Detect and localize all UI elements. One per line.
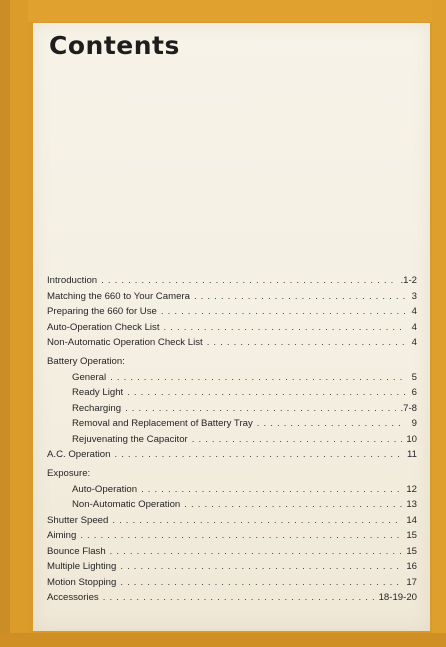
toc-entry-battery-tray[interactable]: [47, 418, 417, 434]
toc-entry-nonauto-check-list[interactable]: [47, 337, 417, 353]
toc-entry-introduction[interactable]: [47, 275, 417, 291]
dot-leader: [257, 418, 405, 429]
toc-heading-exposure: Exposure:: [47, 467, 91, 479]
toc-entry-label: Matching the 660 to Your Camera: [47, 290, 190, 302]
toc-entry-page: 18-19-20: [378, 592, 417, 603]
toc-entry-page: 4: [411, 321, 417, 333]
toc-entry-label: Rejuvenating the Capacitor: [72, 433, 188, 445]
cover-border-bottom: [0, 633, 446, 647]
toc-entry-preparing[interactable]: [47, 306, 417, 322]
dot-leader: [110, 546, 403, 557]
toc-entry-label: Shutter Speed: [47, 514, 109, 526]
toc-entry-matching[interactable]: [47, 291, 417, 307]
toc-entry-page: 16: [406, 561, 417, 572]
toc-entry-general[interactable]: [47, 372, 417, 388]
toc-entry-page: 17: [406, 576, 417, 588]
toc-entry-page: .1-2: [400, 275, 417, 286]
toc-entry-label: Non-Automatic Operation: [72, 499, 181, 510]
toc-entry-page: 14: [406, 514, 417, 526]
dot-leader: [112, 515, 402, 526]
toc-entry-label: Auto-Operation: [72, 483, 138, 495]
toc-entry-ready-light[interactable]: [47, 387, 417, 403]
toc-entry-label: Recharging: [72, 402, 122, 414]
dot-leader: [114, 449, 403, 460]
cover-border-right: [432, 0, 446, 647]
toc-entry-motion-stopping[interactable]: [47, 577, 417, 593]
toc-entry-multiple-lighting[interactable]: [47, 561, 417, 577]
toc-entry-label: Non-Automatic Operation Check List: [47, 337, 203, 348]
dot-leader: [103, 592, 375, 603]
toc-entry-aiming[interactable]: [47, 530, 417, 546]
toc-entry-page: 12: [406, 483, 417, 495]
dot-leader: [161, 306, 405, 317]
dot-leader: [110, 372, 405, 383]
toc-entry-page: 5: [411, 371, 417, 383]
toc-entry-page: 11: [407, 449, 417, 460]
contents-page: [33, 23, 430, 631]
dot-leader: [207, 337, 405, 348]
dot-leader: [127, 387, 405, 398]
dot-leader: [120, 577, 402, 588]
toc-entry-label: Ready Light: [72, 387, 124, 398]
dot-leader: [125, 403, 396, 414]
toc-entry-label: Multiple Lighting: [47, 561, 117, 572]
toc-entry-label: Auto-Operation Check List: [47, 321, 160, 333]
dot-leader: [192, 434, 403, 445]
toc-entry-accessories[interactable]: [47, 592, 417, 608]
cover-border-top: [0, 0, 446, 22]
dot-leader: [120, 561, 402, 572]
toc-entry-label: Bounce Flash: [47, 545, 106, 557]
toc-entry-page: 15: [406, 545, 417, 557]
toc-entry-rejuvenating[interactable]: [47, 434, 417, 450]
toc-entry-recharging[interactable]: [47, 403, 417, 419]
toc-entry-label: Aiming: [47, 530, 77, 541]
dot-leader: [80, 530, 402, 541]
toc-entry-page: 3: [411, 290, 417, 302]
dot-leader: [194, 291, 405, 302]
toc-entry-page: 15: [406, 530, 417, 541]
toc-entry-auto-check-list[interactable]: [47, 322, 417, 338]
dot-leader: [164, 322, 405, 333]
toc-entry-label: Introduction: [47, 275, 98, 286]
toc-entry-page: 13: [406, 499, 417, 510]
toc-entry-label: Preparing the 660 for Use: [47, 306, 157, 317]
toc-entry-page: .7-8: [400, 402, 417, 414]
cover-border-left-shade: [0, 0, 10, 647]
toc-entry-exposure-nonauto[interactable]: [47, 499, 417, 515]
dot-leader: [141, 484, 402, 495]
toc-heading-battery: Battery Operation:: [47, 355, 125, 367]
toc-entry-page: 6: [411, 387, 417, 398]
toc-entry-page: 4: [411, 337, 417, 348]
toc-entry-label: Removal and Replacement of Battery Tray: [72, 418, 253, 429]
toc-entry-page: 4: [411, 306, 417, 317]
toc-entry-exposure-auto[interactable]: [47, 484, 417, 500]
dot-leader: [101, 275, 396, 286]
table-of-contents: [47, 275, 417, 608]
toc-entry-page: 9: [411, 418, 417, 429]
dot-leader: [184, 499, 402, 510]
toc-entry-label: General: [72, 371, 107, 383]
toc-entry-page: 10: [406, 433, 417, 445]
page-title: Contents: [49, 31, 180, 60]
toc-entry-shutter-speed[interactable]: [47, 515, 417, 531]
toc-entry-bounce-flash[interactable]: [47, 546, 417, 562]
toc-entry-label: Motion Stopping: [47, 576, 117, 588]
toc-entry-label: Accessories: [47, 592, 99, 603]
toc-entry-label: A.C. Operation: [47, 449, 111, 460]
toc-entry-ac-operation[interactable]: [47, 449, 417, 465]
